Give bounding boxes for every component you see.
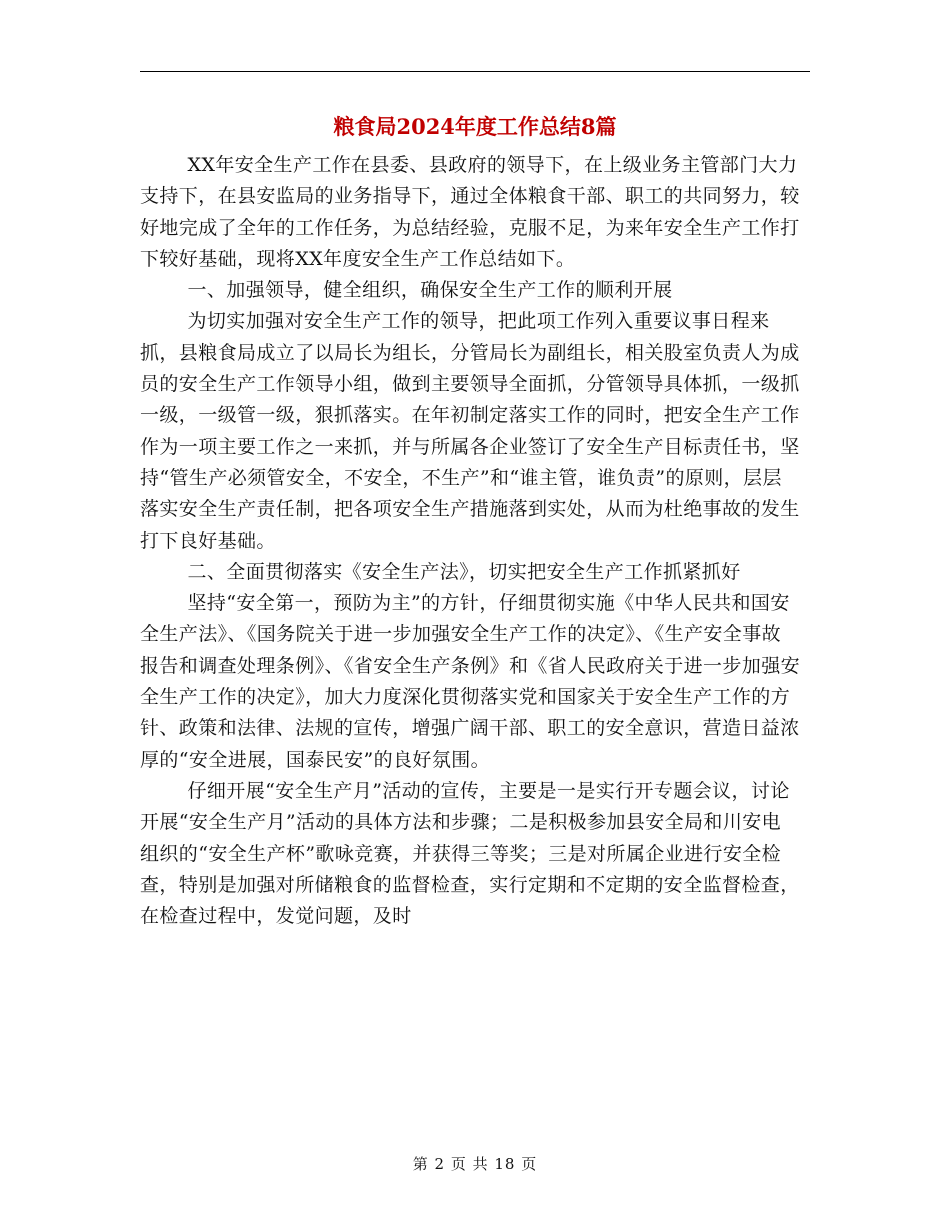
paragraph-safety-month: 仔细开展“安全生产月”活动的宣传，主要是一是实行开专题会议，讨论开展“安全生产月”活动的具体方法和步骤；二是积极参加县安全局和川安电组织的“安全生产杯”歌咏竞赛，并获得三等奖；三是对所属企业进行安全检查，特别是加强对所储粮食的监督检查，实行定期和不定期的安全监督检查，在检查过程中，发觉问题，及时 <box>140 779 800 928</box>
paragraph-leadership: 为切实加强对安全生产工作的领导，把此项工作列入重要议事日程来抓，县粮食局成立了以局长为组长，分管局长为副组长，相关股室负责人为成员的安全生产工作领导小组，做到主要领导全面抓，分管领导具体抓，一级抓一级，一级管一级，狠抓落实。在年初制定落实工作的同时，把安全生产工作作为一项主要工作之一来抓，并与所属各企业签订了安全生产目标责任书，坚持“管生产必须管安全，不安全，不生产”和“谁主管，谁负责”的原则，层层落实安全生产责任制，把各项安全生产措施落到实处，从而为杜绝事故的发生打下良好基础。 <box>140 310 800 552</box>
section-heading-1: 一、加强领导，健全组织，确保安全生产工作的顺利开展 <box>187 279 673 302</box>
document-title: 粮食局2024年度工作总结8篇 <box>333 114 617 139</box>
document-body <box>140 150 800 932</box>
paragraph-intro: XX年安全生产工作在县委、县政府的领导下，在上级业务主管部门大力支持下，在县安监局的业务指导下，通过全体粮食干部、职工的共同努力，较好地完成了全年的工作任务，为总结经验，克服不足，为来年安全生产工作打下较好基础，现将XX年度安全生产工作总结如下。 <box>140 154 800 270</box>
page-number-footer: 第 2 页 共 18 页 <box>412 1155 538 1173</box>
header-rule <box>140 71 810 72</box>
section-heading-2: 二、全面贯彻落实《安全生产法》，切实把安全生产工作抓紧抓好 <box>187 560 741 583</box>
paragraph-policy: 坚持“安全第一，预防为主”的方针，仔细贯彻实施《中华人民共和国安全生产法》、《国务院关于进一步加强安全生产工作的决定》、《生产安全事故报告和调查处理条例》、《省安全生产条例》和《省人民政府关于进一步加强安全生产工作的决定》，加大力度深化贯彻落实党和国家关于安全生产工作的方针、政策和法律、法规的宣传，增强广阔干部、职工的安全意识，营造日益浓厚的“安全进展，国泰民安”的良好氛围。 <box>140 592 801 771</box>
